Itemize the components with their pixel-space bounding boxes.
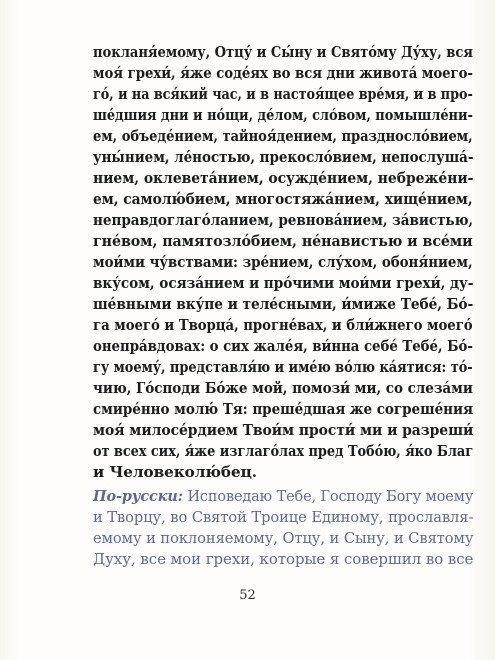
text-line: онепра́вдовах: о сих жале́я, ви́нна себе́ Тебе́, Бо́- <box>93 337 473 355</box>
text-line: смире́нно молю́ Тя: преше́дшая же согреше́ния <box>93 400 473 418</box>
text-line: неправдоглаго́ланием, ревнова́нием, за́вистью, <box>93 211 474 229</box>
translation-lead: По-русски: <box>93 487 183 505</box>
text-line: нием, оклевета́нием, осужде́нием, небреже́ни- <box>93 169 474 187</box>
text-line: ем, объеде́нием, тайноя́дением, праздносло́вием, <box>93 127 473 145</box>
text-line: мои́ми чу́вствами: зре́нием, слу́хом, обоня́нием, <box>93 253 473 271</box>
text-line: от всех сих, я́же изглаго́лах пред Тобо́ю, я́ко Благ <box>93 442 474 460</box>
russian-translation <box>93 486 473 570</box>
text-line: моя́ грехи́, я́же соде́ях во вся дни живота́ моего- <box>93 64 473 82</box>
translation-line: Духу, все мои грехи, которые я совершил во все <box>93 550 474 568</box>
prayer-text <box>93 42 473 483</box>
text-line: гне́вом, памятозло́бием, не́навистью и все́ми <box>93 232 473 250</box>
text-line: чию, Го́споди Бо́же мой, помози́ ми, со слеза́ми <box>93 379 473 397</box>
translation-line: емому и поклоняемому, Отцу, и Сыну, и Святому <box>93 529 474 547</box>
text-line: моя́ милосе́рдием Твои́м прости́ ми и разреши́ <box>93 421 474 439</box>
text-line: покланя́емому, Отцу́ и Сы́ну и Свято́му Ду́ху, вся <box>93 43 473 61</box>
text-line: го́, и на вся́кий час, и в настоя́щее вре́мя, и в про- <box>93 85 473 103</box>
translation-first-text: Исповедаю Тебе, Господу Богу моему <box>182 487 474 505</box>
text-line: и Человеколю́бец. <box>93 463 258 481</box>
text-line: ем, самолю́бием, многостяжа́нием, хище́нием, <box>93 190 473 208</box>
text-line: гу моему́, представля́ю и име́ю во́лю ка́ятися: то́- <box>93 358 473 376</box>
text-line: уны́нием, ле́ностью, прекосло́вием, непослуша́- <box>93 148 474 166</box>
page-number: 52 <box>239 588 256 603</box>
text-line: ше́дшия дни и но́щи, де́лом, сло́вом, помышле́ни- <box>93 106 473 124</box>
text-line: вку́сом, осяза́нием и про́чими мои́ми грехи́, ду- <box>93 274 474 292</box>
translation-first-line <box>93 486 474 507</box>
text-line: га моего́ и Творца́, прогне́вах, и бли́жнего моего́ <box>93 316 473 334</box>
text-line: ше́вными вку́пе и теле́сными, и́миже Тебе́, Бо́- <box>93 295 474 313</box>
translation-line: и Творцу, во Святой Троице Единому, прославля- <box>93 508 474 526</box>
